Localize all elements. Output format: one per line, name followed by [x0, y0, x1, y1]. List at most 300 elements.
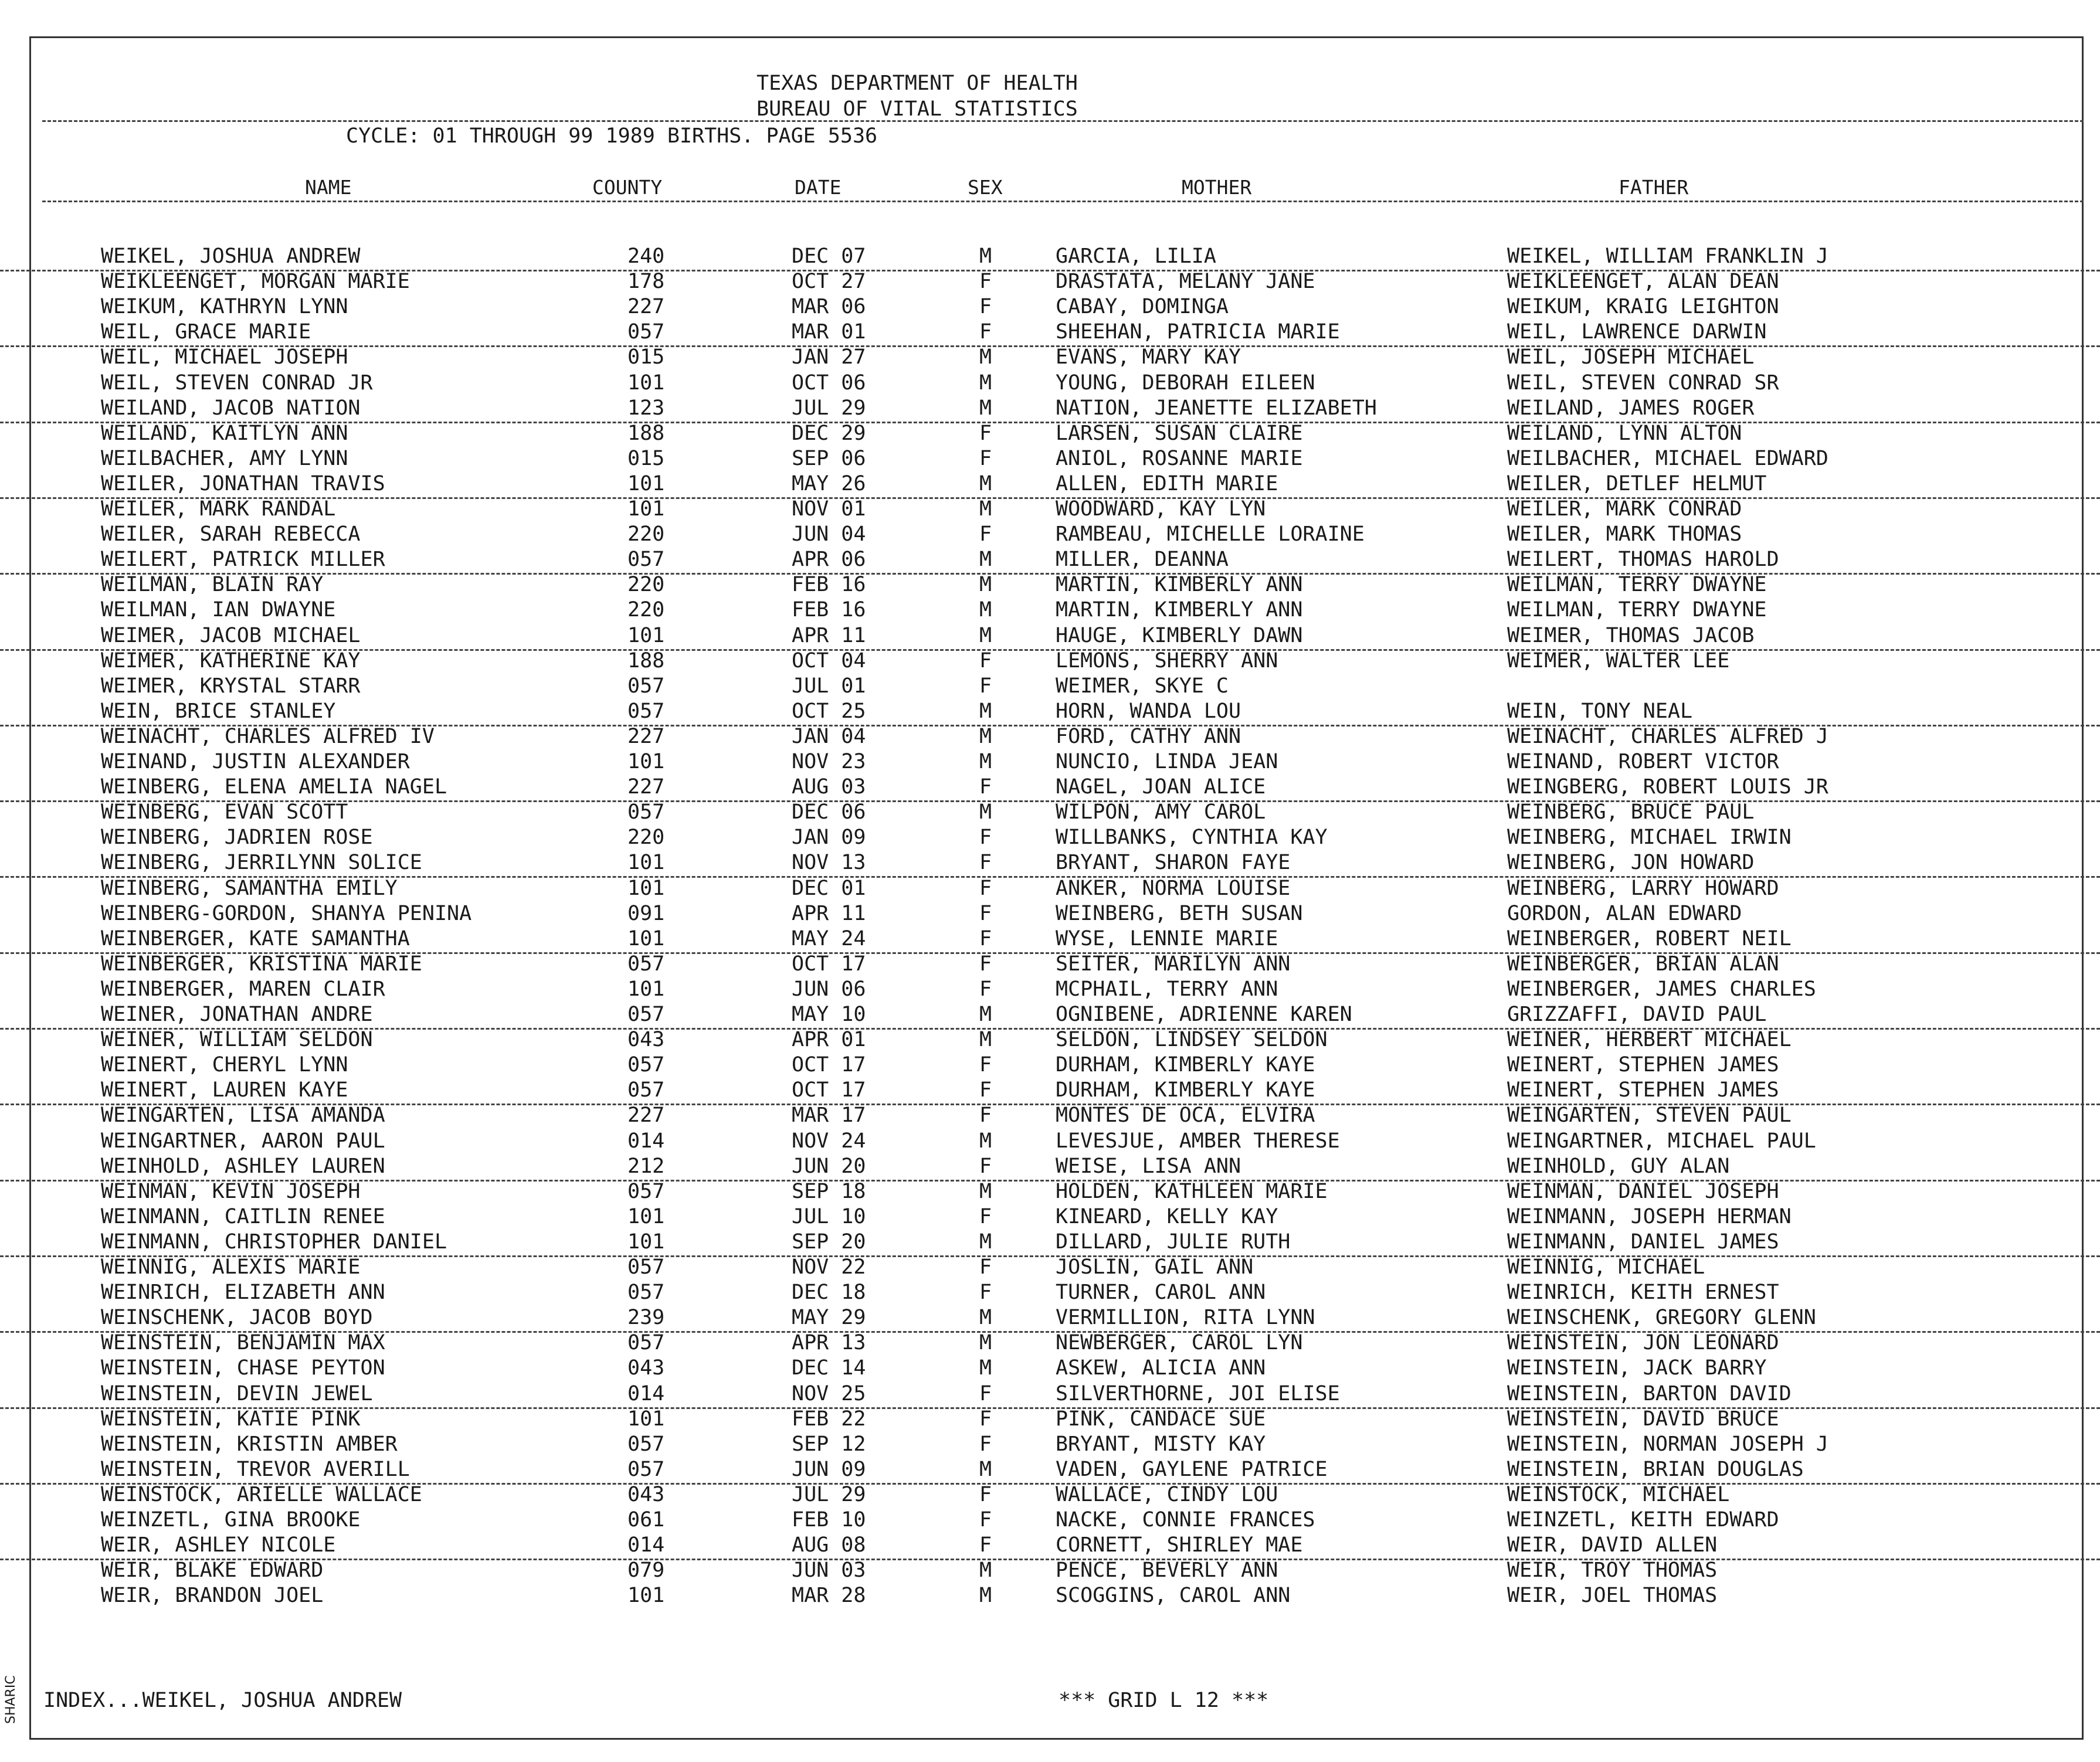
cell-date: FEB 22	[792, 1407, 866, 1431]
cell-county: 057	[627, 1432, 665, 1456]
cell-sex: F	[979, 1533, 992, 1557]
cell-county: 227	[627, 724, 665, 748]
cell-mother: HORN, WANDA LOU	[1056, 699, 1241, 723]
cell-sex: M	[979, 1356, 992, 1380]
cell-name: WEINBERGER, KRISTINA MARIE	[101, 952, 422, 976]
cell-county: 043	[627, 1028, 665, 1052]
cell-county: 014	[627, 1129, 665, 1153]
cell-name: WEINGARTNER, AARON PAUL	[101, 1129, 385, 1153]
cell-name: WEIL, GRACE MARIE	[101, 320, 311, 344]
cell-sex: F	[979, 1255, 992, 1279]
cell-name: WEILER, SARAH REBECCA	[101, 522, 361, 546]
cell-sex: M	[979, 471, 992, 495]
cell-sex: F	[979, 901, 992, 925]
column-header-mother: MOTHER	[1182, 176, 1252, 199]
cell-name: WEINSTEIN, KRISTIN AMBER	[101, 1432, 398, 1456]
cell-mother: FORD, CATHY ANN	[1056, 724, 1241, 748]
cell-name: WEINNIG, ALEXIS MARIE	[101, 1255, 361, 1279]
cell-county: 079	[627, 1559, 665, 1583]
table-row	[0, 1180, 2100, 1205]
cell-county: 227	[627, 295, 665, 319]
cell-date: MAR 17	[792, 1104, 866, 1128]
table-row	[0, 270, 2100, 295]
cell-name: WEINBERGER, MAREN CLAIR	[101, 977, 385, 1001]
cell-father: WEINBERG, JON HOWARD	[1507, 851, 1755, 875]
table-row	[0, 851, 2100, 878]
cell-father: WEINSTEIN, DAVID BRUCE	[1507, 1407, 1779, 1431]
cell-sex: F	[979, 1508, 992, 1532]
header-bureau: BUREAU OF VITAL STATISTICS	[756, 97, 1078, 121]
cell-county: 014	[627, 1533, 665, 1557]
cell-father: WEINBERGER, BRIAN ALAN	[1507, 952, 1779, 976]
cell-mother: KINEARD, KELLY KAY	[1056, 1204, 1278, 1228]
cell-sex: M	[979, 245, 992, 268]
cell-county: 057	[627, 548, 665, 572]
cell-name: WEINSCHENK, JACOB BOYD	[101, 1306, 373, 1330]
cell-mother: MARTIN, KIMBERLY ANN	[1056, 598, 1303, 622]
cell-county: 101	[627, 1584, 665, 1608]
cell-sex: F	[979, 649, 992, 673]
cell-county: 227	[627, 1104, 665, 1128]
cell-date: SEP 12	[792, 1432, 866, 1456]
table-row	[0, 1407, 2100, 1432]
cell-sex: F	[979, 1432, 992, 1456]
cell-mother: HOLDEN, KATHLEEN MARIE	[1056, 1179, 1328, 1203]
table-row	[0, 1155, 2100, 1182]
table-row	[0, 725, 2100, 750]
cell-county: 123	[627, 396, 665, 420]
cell-father: WEINER, HERBERT MICHAEL	[1507, 1028, 1792, 1052]
cell-name: WEILAND, KAITLYN ANN	[101, 421, 348, 445]
cell-mother: NEWBERGER, CAROL LYN	[1056, 1331, 1303, 1355]
cell-name: WEINSTOCK, ARIELLE WALLACE	[101, 1482, 422, 1506]
table-row	[0, 877, 2100, 902]
table-row	[0, 245, 2100, 271]
column-header-name: NAME	[305, 176, 352, 199]
cell-mother: LEMONS, SHERRY ANN	[1056, 649, 1278, 673]
cell-name: WEINERT, CHERYL LYNN	[101, 1053, 348, 1077]
cell-mother: SCOGGINS, CAROL ANN	[1056, 1584, 1291, 1608]
cell-mother: CABAY, DOMINGA	[1056, 295, 1229, 319]
index-footer: INDEX...WEIKEL, JOSHUA ANDREW	[43, 1689, 402, 1712]
column-header-divider	[42, 201, 2084, 202]
table-row	[0, 750, 2100, 775]
cell-mother: PINK, CANDACE SUE	[1056, 1407, 1266, 1431]
cell-father: WEINSTEIN, BRIAN DOUGLAS	[1507, 1457, 1804, 1481]
cell-sex: F	[979, 952, 992, 976]
cell-date: DEC 06	[792, 800, 866, 824]
cell-date: OCT 17	[792, 1053, 866, 1077]
cell-county: 057	[627, 320, 665, 344]
cell-county: 057	[627, 699, 665, 723]
cell-sex: F	[979, 295, 992, 319]
cell-father: WEINNIG, MICHAEL	[1507, 1255, 1705, 1279]
cell-name: WEINHOLD, ASHLEY LAUREN	[101, 1154, 385, 1178]
table-row	[0, 649, 2100, 674]
cell-date: NOV 22	[792, 1255, 866, 1279]
cell-county: 220	[627, 598, 665, 622]
cell-date: OCT 06	[792, 371, 866, 395]
cell-mother: SHEEHAN, PATRICIA MARIE	[1056, 320, 1340, 344]
table-row	[0, 1255, 2100, 1281]
cell-date: DEC 01	[792, 876, 866, 900]
cell-name: WEINBERG, JADRIEN ROSE	[101, 826, 373, 850]
cell-date: APR 11	[792, 901, 866, 925]
cell-father: WEINERT, STEPHEN JAMES	[1507, 1078, 1779, 1102]
cell-sex: F	[979, 775, 992, 799]
cell-mother: SEITER, MARILYN ANN	[1056, 952, 1291, 976]
cell-father: WEINMANN, DANIEL JAMES	[1507, 1230, 1779, 1254]
cell-name: WEIL, MICHAEL JOSEPH	[101, 345, 348, 369]
cell-name: WEILBACHER, AMY LYNN	[101, 446, 348, 470]
cell-name: WEIMER, KATHERINE KAY	[101, 649, 361, 673]
grid-footer: *** GRID L 12 ***	[1059, 1689, 1269, 1712]
cell-mother: NUNCIO, LINDA JEAN	[1056, 750, 1278, 773]
table-row	[0, 1028, 2100, 1053]
cell-name: WEILMAN, BLAIN RAY	[101, 573, 324, 597]
cell-father: WEINAND, ROBERT VICTOR	[1507, 750, 1779, 773]
cell-mother: PENCE, BEVERLY ANN	[1056, 1559, 1278, 1583]
cell-mother: SILVERTHORNE, JOI ELISE	[1056, 1381, 1340, 1405]
cell-sex: M	[979, 1179, 992, 1203]
cell-name: WEIN, BRICE STANLEY	[101, 699, 336, 723]
cell-county: 057	[627, 1331, 665, 1355]
cell-father: WEIN, TONY NEAL	[1507, 699, 1693, 723]
cell-name: WEINSTEIN, CHASE PEYTON	[101, 1356, 385, 1380]
table-row	[0, 1331, 2100, 1356]
cell-sex: F	[979, 1204, 992, 1228]
cell-mother: DURHAM, KIMBERLY KAYE	[1056, 1078, 1315, 1102]
cell-father: WEILMAN, TERRY DWAYNE	[1507, 573, 1767, 597]
cell-date: NOV 24	[792, 1129, 866, 1153]
cell-county: 043	[627, 1356, 665, 1380]
cell-name: WEILAND, JACOB NATION	[101, 396, 361, 420]
cell-sex: M	[979, 1559, 992, 1583]
table-row	[0, 320, 2100, 347]
cell-father: GORDON, ALAN EDWARD	[1507, 901, 1742, 925]
cell-county: 057	[627, 1255, 665, 1279]
table-row	[0, 1382, 2100, 1409]
cell-name: WEINMAN, KEVIN JOSEPH	[101, 1179, 361, 1203]
table-row	[0, 1306, 2100, 1333]
cell-sex: M	[979, 699, 992, 723]
cell-sex: M	[979, 548, 992, 572]
cell-date: JUL 10	[792, 1204, 866, 1228]
cell-county: 101	[627, 471, 665, 495]
cell-father: WEILBACHER, MICHAEL EDWARD	[1507, 446, 1828, 470]
cell-mother: TURNER, CAROL ANN	[1056, 1281, 1266, 1305]
cell-father: WEINSTEIN, NORMAN JOSEPH J	[1507, 1432, 1828, 1456]
cell-sex: F	[979, 320, 992, 344]
column-header-date: DATE	[795, 176, 842, 199]
cell-mother: MONTES DE OCA, ELVIRA	[1056, 1104, 1315, 1128]
cell-date: AUG 08	[792, 1533, 866, 1557]
cell-sex: F	[979, 1381, 992, 1405]
cell-date: MAR 01	[792, 320, 866, 344]
table-row	[0, 573, 2100, 598]
cell-mother: WYSE, LENNIE MARIE	[1056, 926, 1278, 950]
cell-name: WEINMANN, CHRISTOPHER DANIEL	[101, 1230, 447, 1254]
cell-sex: M	[979, 396, 992, 420]
cell-name: WEINSTEIN, DEVIN JEWEL	[101, 1381, 373, 1405]
cell-sex: M	[979, 573, 992, 597]
cell-county: 227	[627, 775, 665, 799]
cell-sex: F	[979, 977, 992, 1001]
cell-mother: DILLARD, JULIE RUTH	[1056, 1230, 1291, 1254]
cell-name: WEILERT, PATRICK MILLER	[101, 548, 385, 572]
table-row	[0, 447, 2100, 472]
cell-county: 057	[627, 952, 665, 976]
cell-sex: F	[979, 1154, 992, 1178]
cell-county: 101	[627, 623, 665, 647]
cell-date: JUN 20	[792, 1154, 866, 1178]
cell-date: JUN 06	[792, 977, 866, 1001]
cell-sex: M	[979, 800, 992, 824]
cell-name: WEINER, JONATHAN ANDRE	[101, 1003, 373, 1026]
cell-date: MAR 06	[792, 295, 866, 319]
cell-county: 057	[627, 1457, 665, 1481]
table-row	[0, 598, 2100, 623]
cell-sex: F	[979, 1053, 992, 1077]
cell-date: DEC 07	[792, 245, 866, 268]
cell-father: WEINSTEIN, JACK BARRY	[1507, 1356, 1767, 1380]
cell-county: 188	[627, 649, 665, 673]
cell-father: WEINGARTEN, STEVEN PAUL	[1507, 1104, 1792, 1128]
cell-county: 101	[627, 977, 665, 1001]
cell-sex: F	[979, 826, 992, 850]
cell-county: 240	[627, 245, 665, 268]
table-row	[0, 1053, 2100, 1078]
cell-county: 220	[627, 826, 665, 850]
cell-father: WEINBERG, LARRY HOWARD	[1507, 876, 1779, 900]
cell-county: 220	[627, 573, 665, 597]
cell-mother: WALLACE, CINDY LOU	[1056, 1482, 1278, 1506]
table-row	[0, 1508, 2100, 1533]
table-row	[0, 1281, 2100, 1306]
cell-county: 057	[627, 800, 665, 824]
cell-date: MAY 29	[792, 1306, 866, 1330]
cell-date: DEC 14	[792, 1356, 866, 1380]
cell-name: WEINBERG-GORDON, SHANYA PENINA	[101, 901, 472, 925]
cell-father: WEIKLEENGET, ALAN DEAN	[1507, 270, 1779, 294]
cell-father: WEILER, MARK THOMAS	[1507, 522, 1742, 546]
cell-county: 057	[627, 1281, 665, 1305]
cell-sex: M	[979, 1003, 992, 1026]
cell-sex: F	[979, 674, 992, 698]
cell-sex: M	[979, 1457, 992, 1481]
cell-father: WEILAND, LYNN ALTON	[1507, 421, 1742, 445]
cell-date: AUG 03	[792, 775, 866, 799]
cell-sex: F	[979, 1281, 992, 1305]
cell-mother: NACKE, CONNIE FRANCES	[1056, 1508, 1315, 1532]
cell-name: WEIMER, KRYSTAL STARR	[101, 674, 361, 698]
cell-date: NOV 13	[792, 851, 866, 875]
cell-sex: M	[979, 750, 992, 773]
table-row	[0, 371, 2100, 396]
cell-sex: M	[979, 1331, 992, 1355]
cell-date: MAY 26	[792, 471, 866, 495]
cell-sex: M	[979, 1028, 992, 1052]
cell-county: 057	[627, 1179, 665, 1203]
header-department: TEXAS DEPARTMENT OF HEALTH	[756, 72, 1078, 95]
cell-date: OCT 27	[792, 270, 866, 294]
cell-date: APR 06	[792, 548, 866, 572]
cell-date: SEP 06	[792, 446, 866, 470]
cell-father: WEINBERG, BRUCE PAUL	[1507, 800, 1755, 824]
table-row	[0, 522, 2100, 548]
cell-mother: VERMILLION, RITA LYNN	[1056, 1306, 1315, 1330]
cell-mother: ASKEW, ALICIA ANN	[1056, 1356, 1266, 1380]
cell-father: WEINBERGER, JAMES CHARLES	[1507, 977, 1816, 1001]
cell-father: WEINSTEIN, BARTON DAVID	[1507, 1381, 1792, 1405]
cell-date: FEB 16	[792, 573, 866, 597]
cell-father: WEILER, MARK CONRAD	[1507, 497, 1742, 521]
column-header-father: FATHER	[1619, 176, 1689, 199]
cell-date: JUL 29	[792, 1482, 866, 1506]
cell-county: 212	[627, 1154, 665, 1178]
cell-date: JAN 27	[792, 345, 866, 369]
cell-county: 101	[627, 851, 665, 875]
cell-name: WEIR, BRANDON JOEL	[101, 1584, 324, 1608]
cell-date: MAR 28	[792, 1584, 866, 1608]
cell-date: FEB 16	[792, 598, 866, 622]
cell-date: APR 13	[792, 1331, 866, 1355]
table-row	[0, 1078, 2100, 1105]
cell-name: WEINER, WILLIAM SELDON	[101, 1028, 373, 1052]
cell-date: JAN 04	[792, 724, 866, 748]
cell-name: WEILER, MARK RANDAL	[101, 497, 336, 521]
cell-father: WEILAND, JAMES ROGER	[1507, 396, 1755, 420]
cell-mother: WEINBERG, BETH SUSAN	[1056, 901, 1303, 925]
cell-sex: M	[979, 623, 992, 647]
cell-mother: WEIMER, SKYE C	[1056, 674, 1229, 698]
cell-name: WEIKEL, JOSHUA ANDREW	[101, 245, 361, 268]
table-row	[0, 1483, 2100, 1508]
cell-county: 015	[627, 446, 665, 470]
cell-father: WEINBERGER, ROBERT NEIL	[1507, 926, 1792, 950]
cell-county: 057	[627, 1003, 665, 1026]
cell-mother: EVANS, MARY KAY	[1056, 345, 1241, 369]
cell-mother: OGNIBENE, ADRIENNE KAREN	[1056, 1003, 1352, 1026]
cell-county: 043	[627, 1482, 665, 1506]
cell-father: WEINGBERG, ROBERT LOUIS JR	[1507, 775, 1828, 799]
cell-name: WEIL, STEVEN CONRAD JR	[101, 371, 373, 395]
cell-date: MAY 10	[792, 1003, 866, 1026]
cell-county: 091	[627, 901, 665, 925]
cell-father: WEINRICH, KEITH ERNEST	[1507, 1281, 1779, 1305]
table-row	[0, 775, 2100, 802]
cell-date: OCT 04	[792, 649, 866, 673]
cell-sex: F	[979, 1407, 992, 1431]
cell-name: WEINSTEIN, KATIE PINK	[101, 1407, 361, 1431]
cell-name: WEIMER, JACOB MICHAEL	[101, 623, 361, 647]
cell-date: JUL 29	[792, 396, 866, 420]
table-row	[0, 396, 2100, 423]
cell-mother: LARSEN, SUSAN CLAIRE	[1056, 421, 1303, 445]
cell-sex: F	[979, 876, 992, 900]
table-row	[0, 1533, 2100, 1560]
cell-mother: MARTIN, KIMBERLY ANN	[1056, 573, 1303, 597]
cell-county: 015	[627, 345, 665, 369]
cell-mother: WILPON, AMY CAROL	[1056, 800, 1266, 824]
table-row	[0, 1356, 2100, 1381]
table-row	[0, 1129, 2100, 1155]
table-row	[0, 1230, 2100, 1257]
cell-date: SEP 20	[792, 1230, 866, 1254]
cell-mother: NATION, JEANETTE ELIZABETH	[1056, 396, 1377, 420]
table-row	[0, 295, 2100, 320]
cell-county: 014	[627, 1381, 665, 1405]
cell-name: WEINBERG, ELENA AMELIA NAGEL	[101, 775, 447, 799]
cell-father: WEINMANN, JOSEPH HERMAN	[1507, 1204, 1792, 1228]
cell-father: WEIL, STEVEN CONRAD SR	[1507, 371, 1779, 395]
cell-sex: F	[979, 1104, 992, 1128]
cell-sex: M	[979, 598, 992, 622]
cell-county: 057	[627, 1053, 665, 1077]
cell-date: JUN 09	[792, 1457, 866, 1481]
cell-county: 057	[627, 674, 665, 698]
cell-sex: M	[979, 1230, 992, 1254]
cell-name: WEINMANN, CAITLIN RENEE	[101, 1204, 385, 1228]
cell-county: 101	[627, 926, 665, 950]
table-row	[0, 422, 2100, 447]
cell-county: 239	[627, 1306, 665, 1330]
table-row	[0, 497, 2100, 522]
cell-sex: F	[979, 1482, 992, 1506]
cell-father: WEINSTEIN, JON LEONARD	[1507, 1331, 1779, 1355]
cell-father: WEINHOLD, GUY ALAN	[1507, 1154, 1730, 1178]
cell-name: WEIKLEENGET, MORGAN MARIE	[101, 270, 410, 294]
cell-sex: F	[979, 421, 992, 445]
cell-county: 061	[627, 1508, 665, 1532]
cell-mother: MCPHAIL, TERRY ANN	[1056, 977, 1278, 1001]
cell-date: DEC 18	[792, 1281, 866, 1305]
cell-father: WEINMAN, DANIEL JOSEPH	[1507, 1179, 1779, 1203]
cycle-line: CYCLE: 01 THROUGH 99 1989 BIRTHS. PAGE 5536	[346, 124, 878, 148]
cell-name: WEIR, BLAKE EDWARD	[101, 1559, 324, 1583]
table-row	[0, 927, 2100, 954]
cell-father: GRIZZAFFI, DAVID PAUL	[1507, 1003, 1767, 1026]
cell-mother: MILLER, DEANNA	[1056, 548, 1229, 572]
cell-county: 101	[627, 750, 665, 773]
cell-date: NOV 01	[792, 497, 866, 521]
cell-mother: RAMBEAU, MICHELLE LORAINE	[1056, 522, 1365, 546]
cell-sex: M	[979, 1306, 992, 1330]
cell-mother: YOUNG, DEBORAH EILEEN	[1056, 371, 1315, 395]
cell-name: WEIR, ASHLEY NICOLE	[101, 1533, 336, 1557]
cell-father: WEILERT, THOMAS HAROLD	[1507, 548, 1779, 572]
cell-date: JUN 03	[792, 1559, 866, 1583]
table-row	[0, 977, 2100, 1003]
cell-name: WEINSTEIN, TREVOR AVERILL	[101, 1457, 410, 1481]
cell-county: 101	[627, 1407, 665, 1431]
table-row	[0, 826, 2100, 851]
column-header-sex: SEX	[968, 176, 1003, 199]
cell-mother: BRYANT, MISTY KAY	[1056, 1432, 1266, 1456]
cell-mother: WILLBANKS, CYNTHIA KAY	[1056, 826, 1328, 850]
cell-county: 101	[627, 371, 665, 395]
table-row	[0, 902, 2100, 927]
cell-name: WEINBERGER, KATE SAMANTHA	[101, 926, 410, 950]
cell-date: JAN 09	[792, 826, 866, 850]
cell-date: JUN 04	[792, 522, 866, 546]
cell-mother: SELDON, LINDSEY SELDON	[1056, 1028, 1328, 1052]
cell-mother: HAUGE, KIMBERLY DAWN	[1056, 623, 1303, 647]
cell-date: DEC 29	[792, 421, 866, 445]
cell-mother: VADEN, GAYLENE PATRICE	[1056, 1457, 1328, 1481]
cell-sex: M	[979, 497, 992, 521]
cell-sex: F	[979, 926, 992, 950]
